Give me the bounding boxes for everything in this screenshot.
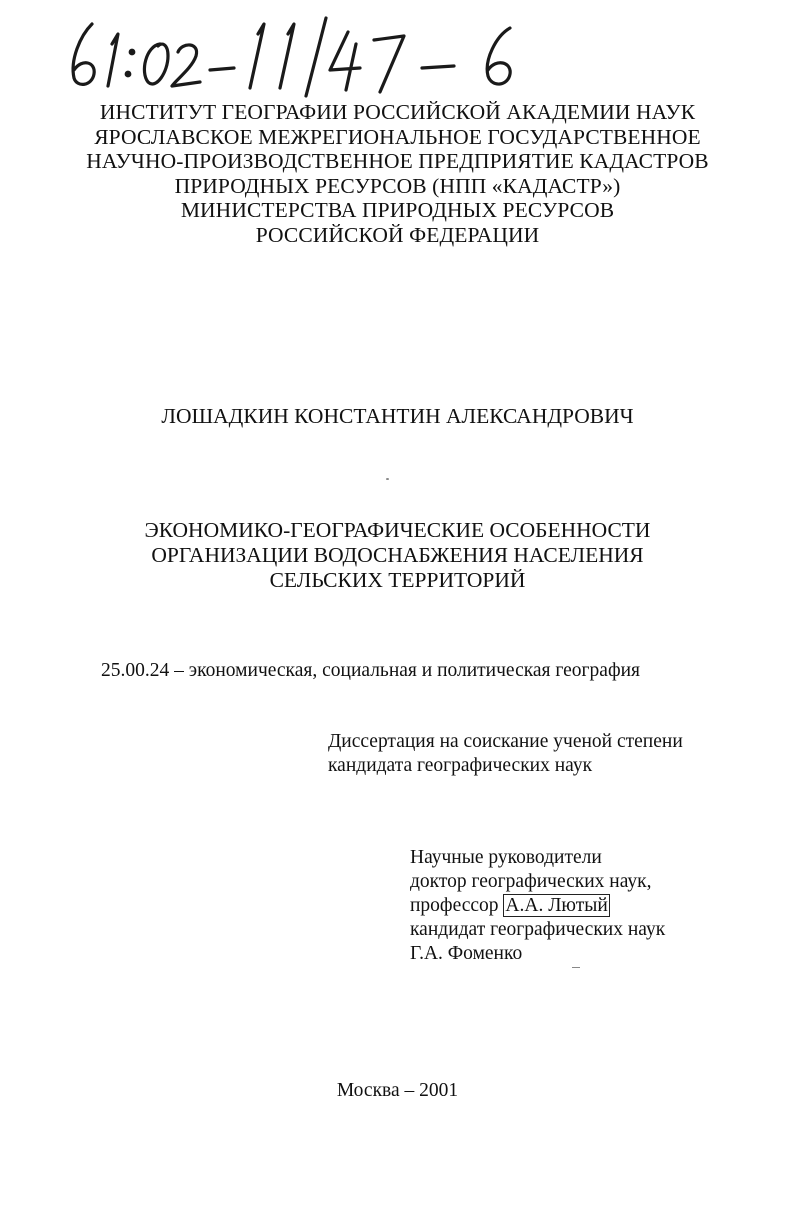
title-line: ОРГАНИЗАЦИИ ВОДОСНАБЖЕНИЯ НАСЕЛЕНИЯ xyxy=(151,543,644,567)
degree-statement xyxy=(328,730,683,778)
supervisor-1-title: профессор xyxy=(410,895,499,916)
institution-line: РОССИЙСКОЙ ФЕДЕРАЦИИ xyxy=(255,222,540,247)
institution-header xyxy=(0,100,795,248)
supervisors-block xyxy=(410,846,665,966)
supervisors-heading: Научные руководители xyxy=(410,847,602,868)
title-line: СЕЛЬСКИХ ТЕРРИТОРИЙ xyxy=(269,568,526,592)
supervisor-1-name: А.А. Лютый xyxy=(505,895,608,916)
supervisor-2-name: Г.А. Фоменко xyxy=(410,943,523,964)
title-line: ЭКОНОМИКО-ГЕОГРАФИЧЕСКИЕ ОСОБЕННОСТИ xyxy=(144,518,651,542)
author-name: ЛОШАДКИН КОНСТАНТИН АЛЕКСАНДРОВИЧ xyxy=(161,404,634,428)
scan-speck xyxy=(572,967,580,968)
institution-line: МИНИСТЕРСТВА ПРИРОДНЫХ РЕСУРСОВ xyxy=(180,198,615,223)
specialty-code: 25.00.24 – экономическая, социальная и политическая география xyxy=(101,660,640,681)
degree-line: кандидата географических наук xyxy=(328,755,593,776)
handwritten-catalog-number xyxy=(62,14,542,100)
dissertation-title xyxy=(0,518,795,593)
supervisor-1-line xyxy=(410,894,665,918)
institution-line: ИНСТИТУТ ГЕОГРАФИИ РОССИЙСКОЙ АКАДЕМИИ НАУК xyxy=(99,100,696,124)
handwritten-catalog-number-drawing xyxy=(62,14,542,100)
city-year: Москва – 2001 xyxy=(336,1080,459,1101)
supervisor-1-degree: доктор географических наук, xyxy=(410,871,652,892)
scan-speck xyxy=(386,478,389,480)
institution-line: НАУЧНО-ПРОИЗВОДСТВЕННОЕ ПРЕДПРИЯТИЕ КАДАСТРОВ xyxy=(86,149,709,174)
institution-line: ЯРОСЛАВСКОЕ МЕЖРЕГИОНАЛЬНОЕ ГОСУДАРСТВЕННОЕ xyxy=(94,124,701,149)
degree-line: Диссертация на соискание ученой степени xyxy=(328,731,683,752)
supervisor-2-degree: кандидат географических наук xyxy=(410,919,666,940)
institution-line: ПРИРОДНЫХ РЕСУРСОВ (НПП «КАДАСТР») xyxy=(174,173,621,198)
